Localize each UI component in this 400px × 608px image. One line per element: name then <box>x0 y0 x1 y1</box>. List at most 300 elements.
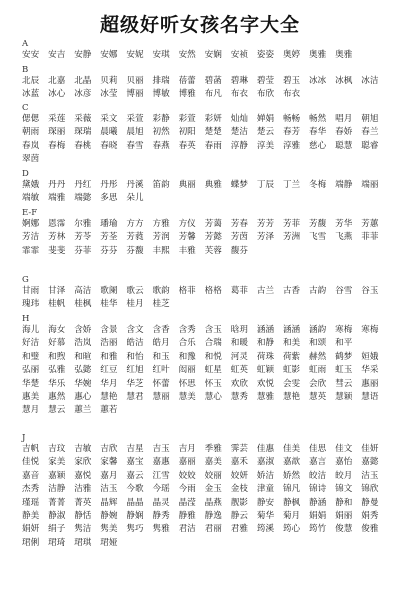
name-item: 端懿 <box>74 193 92 204</box>
name-item: 娟秀 <box>361 510 379 521</box>
name-item: 聪睿 <box>361 140 379 151</box>
name-item: 洁玉 <box>100 484 118 495</box>
name-item: 古兰 <box>256 286 275 296</box>
name-item: 荷珠 <box>256 351 275 362</box>
name-item: 芳华 <box>335 219 353 229</box>
name-item: 芬芬 <box>100 245 118 256</box>
section-a <box>22 40 387 62</box>
name-row <box>22 218 387 231</box>
name-item: 菲菲 <box>361 232 379 243</box>
name-item: 和雅 <box>100 351 118 362</box>
name-item: 和煦 <box>48 351 66 362</box>
name-item: 娟妍 <box>22 524 40 535</box>
name-item: 金枝 <box>230 484 248 495</box>
name-item: 晶燕 <box>204 497 222 508</box>
name-item: 芳蕤 <box>126 232 144 243</box>
name-row <box>22 298 387 311</box>
name-item: 河灵 <box>230 351 248 362</box>
name-item: 涵涵 <box>256 325 275 335</box>
name-item: 芳洁 <box>22 232 40 243</box>
name-item: 珺娅 <box>100 537 118 548</box>
name-item: 博敏 <box>152 89 170 100</box>
name-item: 春岚 <box>22 140 40 151</box>
name-item: 虹影 <box>282 365 301 376</box>
name-item: 春芳 <box>282 127 301 138</box>
name-item: 静淑 <box>48 510 66 521</box>
name-item: 君丽 <box>204 524 222 535</box>
name-item: 斐斐 <box>48 245 66 256</box>
name-item: 楚洁 <box>230 127 248 138</box>
name-item: 冰莹 <box>100 89 118 100</box>
name-item: 歌阑 <box>100 286 118 296</box>
name-item: 碧莹 <box>256 76 275 86</box>
name-item: 红叶 <box>152 365 170 376</box>
name-item: 桂帆 <box>48 299 66 310</box>
name-item: 婀娜 <box>22 219 40 229</box>
name-item: 春晓 <box>100 140 118 151</box>
name-item: 会欣 <box>309 378 327 389</box>
name-item: 吉敏 <box>74 444 92 454</box>
name-row <box>22 49 387 62</box>
name-item: 芳馨 <box>178 232 196 243</box>
name-item: 芳菲 <box>282 219 301 229</box>
name-item: 典丽 <box>178 180 196 190</box>
name-item: 桂华 <box>100 299 118 310</box>
name-item: 和颂 <box>309 338 327 349</box>
name-item: 芬馥 <box>126 245 144 256</box>
name-row <box>22 378 387 391</box>
name-item: 君洁 <box>178 524 196 535</box>
name-item: 芙蓉 <box>204 245 222 256</box>
name-item: 博丽 <box>126 89 144 100</box>
name-item: 筠溪 <box>256 524 275 535</box>
name-list <box>22 443 387 550</box>
name-item: 瑾瑶 <box>22 497 40 508</box>
section-b <box>22 66 387 102</box>
name-item: 谷雪 <box>335 286 353 296</box>
name-item: 隽洁 <box>74 524 92 535</box>
name-item: 端敏 <box>22 193 40 204</box>
name-item: 君雅 <box>230 524 248 535</box>
name-item: 彩妍 <box>204 114 222 124</box>
name-item: 晗玥 <box>230 325 248 335</box>
name-item: 娟娟 <box>309 510 327 521</box>
name-item: 静恬 <box>74 510 92 521</box>
section-letter: G <box>22 275 29 285</box>
name-row <box>22 537 387 550</box>
name-item: 锦诗 <box>309 484 327 495</box>
name-item: 安祯 <box>230 50 248 60</box>
name-item: 灿灿 <box>230 114 248 124</box>
name-item: 春燕 <box>152 140 170 151</box>
section-e-f <box>22 209 387 258</box>
name-item: 琛瑞 <box>74 127 92 138</box>
name-item: 丹彤 <box>100 180 118 190</box>
name-item: 欢欣 <box>230 378 248 389</box>
name-item: 绢子 <box>48 524 66 535</box>
name-item: 和玉 <box>152 351 170 362</box>
name-item: 和悦 <box>204 351 222 362</box>
name-item: 芳春 <box>230 219 248 229</box>
name-item: 娟丽 <box>335 510 353 521</box>
name-item: 典雅 <box>204 180 222 190</box>
name-item: 含玉 <box>204 325 222 335</box>
name-item: 丁兰 <box>282 180 301 190</box>
name-item: 静美 <box>22 510 40 521</box>
name-item: 冬梅 <box>309 180 327 190</box>
name-item: 嘉宝 <box>126 457 144 468</box>
name-item: 吉玉 <box>152 444 170 454</box>
name-item: 江雪 <box>152 470 170 481</box>
name-item: 和豫 <box>178 351 196 362</box>
name-row <box>22 140 387 153</box>
name-item: 贝丽 <box>126 76 144 86</box>
name-item: 佳文 <box>335 444 353 454</box>
name-item: 慧艳 <box>282 391 301 402</box>
name-item: 芳芳 <box>256 219 275 229</box>
name-item: 慧英 <box>309 391 327 402</box>
name-item: 怀蕾 <box>152 378 170 389</box>
name-item: 俊雅 <box>361 524 379 535</box>
name-item: 华楚 <box>22 378 40 389</box>
name-item: 佳思 <box>309 444 327 454</box>
name-item: 和怡 <box>126 351 144 362</box>
name-item: 洁玉 <box>361 470 379 481</box>
name-item: 楚云 <box>256 127 275 138</box>
name-item: 安琪 <box>152 50 170 60</box>
name-item: 翠茵 <box>22 154 40 165</box>
name-row <box>22 126 387 139</box>
name-item: 海女 <box>48 325 66 335</box>
name-item: 和静 <box>256 338 275 349</box>
name-row <box>22 192 387 205</box>
name-item: 嘉惠 <box>152 457 170 468</box>
name-item: 葛菲 <box>230 286 248 296</box>
name-item: 涵韵 <box>309 325 327 335</box>
name-item: 华婉 <box>74 378 92 389</box>
name-item: 怀思 <box>178 378 196 389</box>
name-item: 家欣 <box>74 457 92 468</box>
name-item: 方雅 <box>152 219 170 229</box>
name-item: 北辰 <box>22 76 40 86</box>
name-item: 桂枫 <box>74 299 92 310</box>
name-item: 嘉悦 <box>74 470 92 481</box>
name-item: 芳洲 <box>282 232 301 243</box>
name-item: 杰秀 <box>22 484 40 495</box>
name-item: 端丽 <box>361 180 379 190</box>
name-item: 姣妍 <box>230 470 248 481</box>
name-item: 淳静 <box>230 140 248 151</box>
name-item: 方方 <box>126 219 144 229</box>
name-item: 芳苓 <box>74 232 92 243</box>
name-row <box>22 75 387 88</box>
name-item: 菊华 <box>256 510 275 521</box>
name-item: 寒梅 <box>335 325 353 335</box>
name-item: 嘉颖 <box>48 470 66 481</box>
name-list <box>22 324 387 418</box>
name-item: 皎月 <box>335 470 353 481</box>
section-letter: E-F <box>22 208 38 218</box>
name-item: 锦欣 <box>361 484 379 495</box>
name-item: 谷玉 <box>361 286 379 296</box>
name-item: 淳美 <box>256 140 275 151</box>
name-item: 静逸 <box>204 510 222 521</box>
name-row <box>22 285 387 298</box>
name-item: 丹丹 <box>48 180 66 190</box>
name-row <box>22 470 387 483</box>
name-item: 歌韵 <box>152 286 170 296</box>
name-item: 佳美 <box>282 444 301 454</box>
name-item: 奥雅 <box>309 50 327 60</box>
name-item: 丰熙 <box>152 245 170 256</box>
name-item: 静秀 <box>152 510 170 521</box>
section-letter: A <box>22 39 29 49</box>
name-item: 古香 <box>282 286 301 296</box>
name-item: 珺俐 <box>22 537 40 548</box>
name-item: 芳荃 <box>100 232 118 243</box>
name-item: 吉星 <box>126 444 144 454</box>
name-item: 静娴 <box>126 510 144 521</box>
name-item: 惠心 <box>74 391 92 402</box>
name-item: 安娴 <box>204 50 222 60</box>
name-item: 家美 <box>48 457 66 468</box>
name-item: 春华 <box>309 127 327 138</box>
name-item: 菁英 <box>74 497 92 508</box>
name-list <box>22 285 387 312</box>
name-list <box>22 75 387 102</box>
name-item: 华月 <box>100 378 118 389</box>
name-item: 布衣 <box>230 89 248 100</box>
name-item: 彩静 <box>152 114 170 124</box>
name-item: 慧艳 <box>100 391 118 402</box>
name-item: 芳茵 <box>230 232 248 243</box>
name-item: 安妮 <box>126 50 144 60</box>
name-item: 采薇 <box>74 114 92 124</box>
name-item: 畅畅 <box>282 114 301 124</box>
name-item: 春英 <box>178 140 196 151</box>
name-item: 采萱 <box>126 114 144 124</box>
name-item: 珺琦 <box>48 537 66 548</box>
name-item: 冰枫 <box>335 76 353 86</box>
name-item: 排瑞 <box>152 76 170 86</box>
name-list <box>22 49 387 62</box>
name-item: 虹雨 <box>309 365 327 376</box>
name-item: 春桃 <box>74 140 92 151</box>
name-row <box>22 510 387 523</box>
name-item: 霏霏 <box>22 245 40 256</box>
name-item: 布衣 <box>282 89 301 100</box>
name-item: 婵娟 <box>256 114 275 124</box>
name-row <box>22 404 387 417</box>
name-item: 聪慧 <box>335 140 353 151</box>
name-item: 琛丽 <box>48 127 66 138</box>
name-item: 歌云 <box>126 286 144 296</box>
name-item: 津童 <box>256 484 275 495</box>
name-item: 今瑶 <box>152 484 170 495</box>
name-item: 芳馥 <box>309 219 327 229</box>
name-item: 好慕 <box>48 338 66 349</box>
name-item: 丹红 <box>74 180 92 190</box>
name-item: 晨曦 <box>100 127 118 138</box>
name-item: 蝶梦 <box>230 180 248 190</box>
name-item: 隽美 <box>100 524 118 535</box>
name-item: 楚楚 <box>204 127 222 138</box>
name-item: 隽巧 <box>126 524 144 535</box>
name-item: 晶灵 <box>152 497 170 508</box>
name-item: 端静 <box>335 180 353 190</box>
name-row <box>22 113 387 126</box>
name-item: 布凡 <box>204 89 222 100</box>
name-item: 静云 <box>230 510 248 521</box>
name-item: 菁菁 <box>48 497 66 508</box>
name-item: 佳惠 <box>256 444 275 454</box>
name-item: 嘉怡 <box>335 457 353 468</box>
name-item: 筠心 <box>282 524 301 535</box>
name-row <box>22 351 387 364</box>
name-item: 涵涵 <box>282 325 301 335</box>
name-item: 姣姣 <box>178 470 196 481</box>
name-item: 嘉云 <box>126 470 144 481</box>
name-item: 和美 <box>282 338 301 349</box>
name-item: 蓓蕾 <box>178 76 196 86</box>
name-item: 北嘉 <box>48 76 66 86</box>
name-item: 娇然 <box>282 470 301 481</box>
name-item: 慧颖 <box>335 391 353 402</box>
name-item: 丁辰 <box>256 180 275 190</box>
name-list <box>22 179 387 206</box>
name-row <box>22 337 387 350</box>
name-item: 北晶 <box>74 76 92 86</box>
name-item: 静枫 <box>282 497 301 508</box>
name-item: 静涵 <box>309 497 327 508</box>
name-item: 华采 <box>361 365 379 376</box>
name-item: 合瑞 <box>204 338 222 349</box>
name-row <box>22 443 387 456</box>
name-item: 季雅 <box>204 444 222 454</box>
name-item: 和暄 <box>74 351 92 362</box>
name-item: 慧君 <box>126 391 144 402</box>
section-letter: B <box>22 65 29 75</box>
name-item: 俊慧 <box>335 524 353 535</box>
name-item: 奥雅 <box>335 50 353 60</box>
name-item: 桂芝 <box>152 299 170 310</box>
name-item: 嘉歆 <box>282 457 301 468</box>
name-item: 安娜 <box>100 50 118 60</box>
name-item: 弘懿 <box>74 365 92 376</box>
name-item: 吉帆 <box>22 444 40 454</box>
name-item: 鹤梦 <box>335 351 353 362</box>
name-item: 怀玉 <box>204 378 222 389</box>
name-item: 皓洁 <box>126 338 144 349</box>
name-item: 虹玉 <box>335 365 353 376</box>
name-item: 慧美 <box>178 391 196 402</box>
name-item: 合乐 <box>178 338 196 349</box>
name-item: 黛娥 <box>22 180 40 190</box>
name-item: 华乐 <box>48 378 66 389</box>
name-item: 安静 <box>74 50 92 60</box>
name-item: 格格 <box>204 286 222 296</box>
page-title: 超级好听女孩名字大全 <box>99 14 300 36</box>
name-item: 恩霈 <box>48 219 66 229</box>
section-j <box>22 434 387 550</box>
name-row <box>22 483 387 496</box>
section-c <box>22 104 387 167</box>
name-item: 会雯 <box>282 378 301 389</box>
section-letter: C <box>22 103 29 113</box>
name-item: 甘泽 <box>48 286 66 296</box>
name-item: 静雅 <box>178 510 196 521</box>
name-row <box>22 456 387 469</box>
name-item: 嘉淑 <box>256 457 275 468</box>
name-item: 冰洁 <box>361 76 379 86</box>
name-item: 今雨 <box>178 484 196 495</box>
name-item: 冰彦 <box>74 89 92 100</box>
name-item: 丹溪 <box>126 180 144 190</box>
name-row <box>22 245 387 258</box>
name-item: 欢悦 <box>256 378 275 389</box>
section-letter: H <box>22 314 30 324</box>
name-row <box>22 88 387 101</box>
section-h <box>22 315 387 418</box>
name-item: 嘉月 <box>100 470 118 481</box>
name-item: 贝莉 <box>100 76 118 86</box>
name-item: 畅然 <box>309 114 327 124</box>
name-item: 尔雅 <box>74 219 92 229</box>
name-item: 浩丽 <box>100 338 118 349</box>
name-item: 和暖 <box>230 338 248 349</box>
name-item: 菊月 <box>282 510 301 521</box>
name-item: 朵儿 <box>126 193 144 204</box>
name-item: 冰蓝 <box>22 89 40 100</box>
name-item: 好洁 <box>22 338 40 349</box>
name-item: 隽雅 <box>152 524 170 535</box>
name-item: 晶辉 <box>100 497 118 508</box>
name-item: 春梅 <box>48 140 66 151</box>
name-item: 晨旭 <box>126 127 144 138</box>
name-item: 初然 <box>152 127 170 138</box>
name-item: 姮娥 <box>361 351 379 362</box>
name-item: 赫然 <box>309 351 327 362</box>
name-item: 佳妍 <box>361 444 379 454</box>
name-item: 皓月 <box>152 338 170 349</box>
name-item: 佳悦 <box>22 457 40 468</box>
name-item: 嘉禾 <box>230 457 248 468</box>
name-item: 含景 <box>100 325 118 335</box>
name-row <box>22 179 387 192</box>
name-item: 安安 <box>22 50 40 60</box>
name-item: 洁雅 <box>74 484 92 495</box>
name-item: 家馨 <box>100 457 118 468</box>
name-item: 霁芸 <box>230 444 248 454</box>
name-item: 吉玟 <box>48 444 66 454</box>
name-item: 洁静 <box>48 484 66 495</box>
name-item: 嘉懿 <box>361 457 379 468</box>
name-item: 芳林 <box>48 232 66 243</box>
name-item: 丰雅 <box>178 245 196 256</box>
name-item: 锦凡 <box>282 484 301 495</box>
name-item: 博雅 <box>178 89 196 100</box>
name-item: 多思 <box>100 193 118 204</box>
name-item: 皎洁 <box>309 470 327 481</box>
name-item: 靓影 <box>230 497 248 508</box>
name-item: 碧玉 <box>282 76 301 86</box>
name-item: 冰心 <box>48 89 66 100</box>
section-letter: D <box>22 169 29 179</box>
name-item: 古韵 <box>309 286 327 296</box>
name-item: 惠然 <box>48 391 66 402</box>
name-item: 馥芬 <box>230 245 248 256</box>
name-item: 晶晶 <box>126 497 144 508</box>
